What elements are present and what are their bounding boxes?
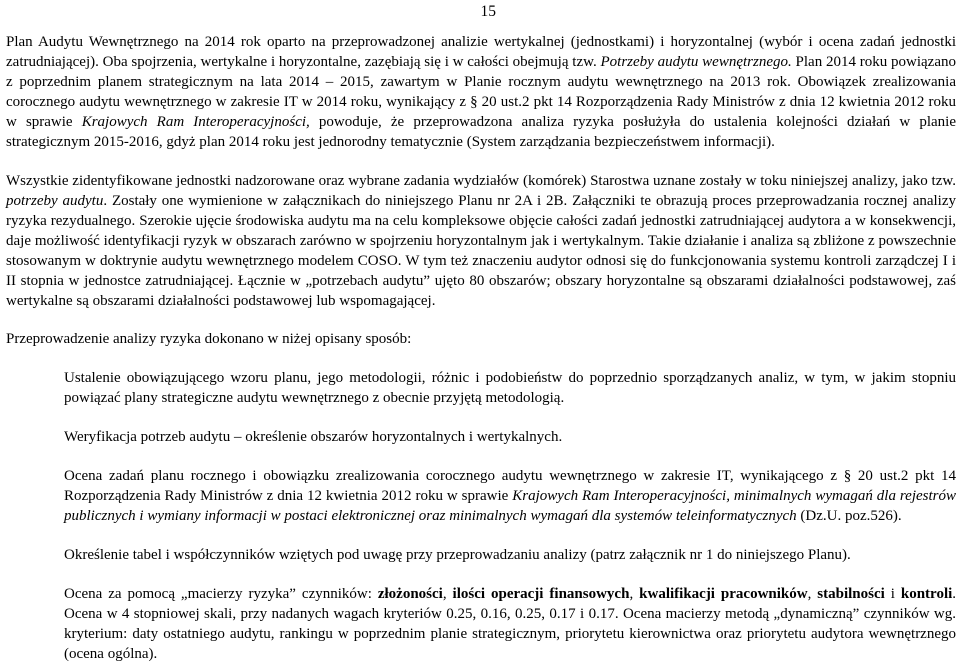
text-run: , (629, 586, 640, 602)
italic-run: Krajowych Ram Interoperacyjności, minimalnych wymagań dla rejestrów publicznych i wymiany informacji w postaci elektronicznej oraz minimalnych wymagań dla systemów teleinformatycznych (64, 488, 956, 524)
text-run: Ocena za pomocą „macierzy ryzyka” czynników: (64, 586, 378, 602)
method-step-1: Ustalenie obowiązującego wzoru planu, jego metodologii, różnic i podobieństw do poprzednio sporządzanych analiz, w tym, w jakim stopniu powiązać plany strategiczne audytu wewnętrznego z obecnie przyjętą metodologią. (64, 370, 956, 406)
text-run: , (442, 586, 453, 602)
paragraph-intro (6, 32, 956, 152)
text-run: powoduje, że przeprowadzona analiza ryzyka posłużyła do ustalenia kolejności działań w planie strategicznym 2015-2016, gdyż plan 2014 roku jest jednorodny tematycznie (System zarządzania bezpieczeństwem informacji). (6, 114, 956, 150)
method-step-2: Weryfikacja potrzeb audytu – określenie obszarów horyzontalnych i wertykalnych. (64, 429, 563, 445)
bold-run: ilości operacji finansowych (452, 586, 630, 602)
text-run: (Dz.U. poz.526). (796, 508, 902, 524)
document-body (6, 32, 956, 664)
text-run: , (807, 586, 818, 602)
bold-run: kwalifikacji pracowników (639, 586, 808, 602)
paragraph-needs (6, 171, 956, 311)
text-run: i (884, 586, 901, 602)
italic-run: potrzeby audytu (6, 193, 104, 209)
italic-run: Potrzeby audytu wewnętrznego. (600, 54, 792, 70)
italic-run: Krajowych Ram Interoperacyjności, (81, 114, 310, 130)
bold-run: kontroli (900, 586, 953, 602)
text-run: . Ocena w 4 stopniowej skali, przy nadanych wagach kryteriów 0.25, 0.16, 0.25, 0.17 i 0.17. Ocena macierzy metodą „dynamiczną” czynników wg. kryterium: daty ostatniego audytu, rankingu w poprzednim planie strategicznym, priorytetu kierownictwa oraz priorytetu audytora wewnętrznego (ocena ogólna). (64, 586, 957, 662)
text-run: Plan 2014 roku powiązano z poprzednim planem strategicznym na lata 2014 – 2015, zawartym w Planie rocznym audytu wewnętrznego na 2013 rok. Obowiązek zrealizowania corocznego audytu wewnętrznego w zakresie IT w 2014 roku, wynikający z § 20 ust.2 pkt 14 Rozporządzenia Rady Ministrów z dnia 12 kwietnia 2012 roku w sprawie (6, 54, 956, 130)
bold-run: złożoności (377, 586, 443, 602)
method-step-3 (64, 466, 956, 526)
text-run: Wszystkie zidentyfikowane jednostki nadzorowane oraz wybrane zadania wydziałów (komórek) Starostwa uznane zostały w toku niniejszej analizy, jako tzw. (6, 173, 956, 189)
paragraph-method-intro: Przeprowadzenie analizy ryzyka dokonano w niżej opisany sposób: (6, 331, 412, 347)
text-run: Plan Audytu Wewnętrznego na 2014 rok oparto na przeprowadzonej analizie wertykalnej (jednostkami) i horyzontalnej (wybór i ocena zadań jednostki zatrudniającej). Oba spojrzenia, wertykalne i horyzontalne, zazębiają się i w całości obejmują tzw. (6, 34, 956, 70)
method-step-4: Określenie tabel i współczynników wziętych pod uwagę przy przeprowadzaniu analizy (patrz załącznik nr 1 do niniejszego Planu). (64, 547, 851, 563)
page-number: 15 (480, 3, 496, 20)
method-step-5 (64, 584, 956, 664)
text-run: Ocena zadań planu rocznego i obowiązku zrealizowania corocznego audytu wewnętrznego w zakresie IT, wynikającego z § 20 ust.2 pkt 14 Rozporządzenia Rady Ministrów z dnia 12 kwietnia 2012 roku w sprawie (64, 468, 956, 504)
bold-run: stabilności (817, 586, 885, 602)
text-run: . Zostały one wymienione w załącznikach do niniejszego Planu nr 2A i 2B. Załączniki te obrazują proces przeprowadzania rocznej analizy ryzyka rezydualnego. Szerokie ujęcie środowiska audytu ma na celu kompleksowe objęcie całości zadań jednostki zatrudniającej audytora a w konsekwencji, daje możliwość identyfikacji ryzyk w obszarach zarówno w spojrzeniu horyzontalnym jak i wertykalnym. Takie działanie i analiza są zbliżone z powszechnie stosowanym w doktrynie audytu wewnętrznego modelem COSO. W tym też znaczeniu audytor odnosi się do funkcjonowania systemu kontroli zarządczej I i II stopnia w jednostce zatrudniającej. Łącznie w „potrzebach audytu” ujęto 80 obszarów; obszary horyzontalne są obszarami działalności podstawowej, zaś wertykalne są obszarami działalności podstawowej lub wspomagającej. (6, 193, 957, 309)
